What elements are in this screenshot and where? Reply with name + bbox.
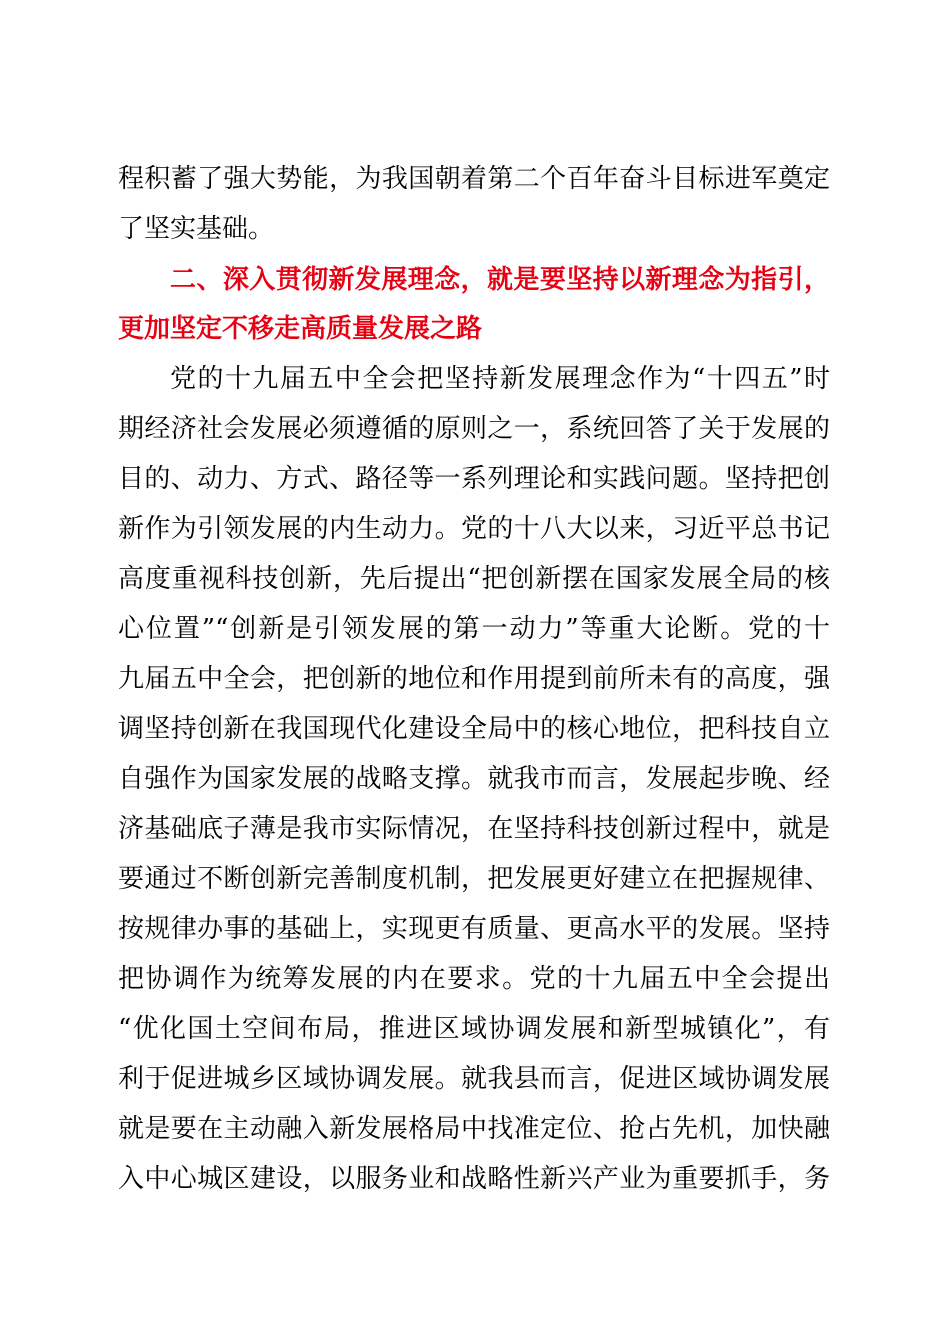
body-text-line: 济基础底子薄是我市实际情况，在坚持科技创新过程中，就是 <box>118 814 830 844</box>
body-text-line: 程积蓄了强大势能，为我国朝着第二个百年奋斗目标进军奠定 <box>118 164 830 194</box>
section-heading-line: 二、深入贯彻新发展理念，就是要坚持以新理念为指引， <box>170 265 830 295</box>
body-text-line: 了坚实基础。 <box>118 214 275 244</box>
body-text-line: 按规律办事的基础上，实现更有质量、更高水平的发展。坚持 <box>118 914 830 944</box>
body-text-line: 入中心城区建设，以服务业和战略性新兴产业为重要抓手，务 <box>118 1164 830 1194</box>
body-text-line: 把协调作为统筹发展的内在要求。党的十九届五中全会提出 <box>118 964 830 994</box>
body-text-line: 心位置”“创新是引领发展的第一动力”等重大论断。党的十 <box>118 614 830 644</box>
body-text-line: 党的十九届五中全会把坚持新发展理念作为“十四五”时 <box>170 364 830 394</box>
body-text-line: 自强作为国家发展的战略支撑。就我市而言，发展起步晚、经 <box>118 764 830 794</box>
body-text-line: 利于促进城乡区域协调发展。就我县而言，促进区域协调发展 <box>118 1064 830 1094</box>
body-text-line: 新作为引领发展的内生动力。党的十八大以来，习近平总书记 <box>118 514 830 544</box>
body-text-line: 目的、动力、方式、路径等一系列理论和实践问题。坚持把创 <box>118 464 830 494</box>
section-heading-line: 更加坚定不移走高质量发展之路 <box>118 314 483 344</box>
body-text-line: 期经济社会发展必须遵循的原则之一，系统回答了关于发展的 <box>118 414 830 444</box>
body-text-line: 调坚持创新在我国现代化建设全局中的核心地位，把科技自立 <box>118 714 830 744</box>
body-text-line: 要通过不断创新完善制度机制，把发展更好建立在把握规律、 <box>118 864 830 894</box>
body-text-line: 就是要在主动融入新发展格局中找准定位、抢占先机，加快融 <box>118 1114 830 1144</box>
body-text-line: “优化国土空间布局，推进区域协调发展和新型城镇化”，有 <box>118 1014 830 1044</box>
body-text-line: 九届五中全会，把创新的地位和作用提到前所未有的高度，强 <box>118 664 830 694</box>
body-text-line: 高度重视科技创新，先后提出“把创新摆在国家发展全局的核 <box>118 564 830 594</box>
